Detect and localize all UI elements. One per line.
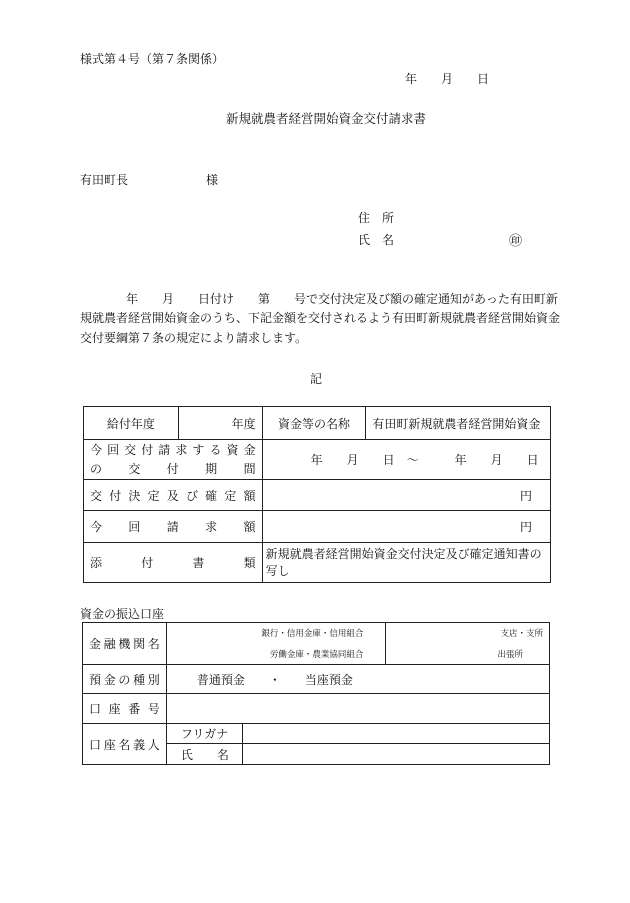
date-line: 年 月 日: [405, 72, 490, 86]
branch-type-line-1: 支店・支所: [500, 629, 543, 639]
period-label: [84, 440, 263, 480]
current-request-field[interactable]: [262, 511, 550, 543]
fiscal-year-field[interactable]: [178, 407, 262, 440]
current-request-unit: 円: [519, 520, 532, 534]
addressee-honorific: 様: [206, 173, 219, 187]
holder-name-field[interactable]: [242, 744, 549, 765]
account-section-title: 資金の振込口座: [80, 607, 165, 621]
body-line-2: 規就農者経営開始資金のうち、下記金額を交付されるよう有田町新規就農者経営開始資金: [80, 311, 561, 325]
ki-label: 記: [310, 372, 323, 386]
bank-account-table: [82, 622, 550, 765]
account-holder-label: 口座名義人: [83, 724, 167, 765]
address-label: 住 所: [358, 211, 395, 225]
period-label-line-1: 今回交付請求する資金: [90, 442, 256, 457]
decided-amount-unit: 円: [519, 488, 532, 503]
account-number-field[interactable]: [166, 694, 549, 724]
period-value[interactable]: 年 月 日 ～ 年 月 日: [262, 440, 550, 480]
furigana-label: フリガナ: [166, 724, 242, 744]
seal-mark: ㊞: [509, 234, 523, 249]
fiscal-year-label: 給付年度: [84, 407, 179, 440]
bank-name-label: 金融機関名: [83, 623, 167, 665]
bank-name-field[interactable]: [166, 623, 386, 665]
attachments-value: 新規就農者経営開始資金交付決定及び確定通知書の写し: [262, 543, 550, 583]
name-label: 氏 名: [358, 233, 395, 247]
request-table: [83, 406, 551, 583]
deposit-type-value[interactable]: 普通預金 ・ 当座預金: [166, 665, 549, 694]
fund-name-value: 有田町新規就農者経営開始資金: [366, 407, 551, 440]
deposit-type-label: 預金の種別: [83, 665, 167, 694]
branch-field[interactable]: [386, 623, 550, 665]
fund-name-label: 資金等の名称: [262, 407, 366, 440]
account-number-label: 口座番号: [83, 694, 167, 724]
body-line-3: 交付要綱第７条の規定により請求します。: [80, 331, 308, 345]
body-line-1: 年 月 日付け 第 号で交付決定及び額の確定通知があった有田町新: [126, 292, 558, 306]
current-request-label: 今回請求額: [84, 511, 263, 543]
addressee-name: 有田町長: [80, 173, 129, 187]
bank-types-line-1: 銀行・信用金庫・信用組合: [261, 629, 364, 639]
fiscal-year-unit: 年度: [231, 416, 256, 431]
period-label-line-2: の交付期間: [90, 461, 256, 476]
bank-types-line-2: 労働金庫・農業協同組合: [269, 650, 364, 660]
decided-amount-label: 交付決定及び確定額: [84, 480, 263, 511]
attachments-label: 添付書類: [84, 543, 263, 583]
furigana-field[interactable]: [242, 724, 549, 744]
document-title: 新規就農者経営開始資金交付請求書: [226, 111, 427, 126]
branch-type-line-2: 出張所: [497, 650, 523, 660]
decided-amount-field[interactable]: [262, 480, 550, 511]
holder-name-label: 氏 名: [166, 744, 242, 765]
form-number: 様式第４号（第７条関係）: [80, 52, 225, 66]
